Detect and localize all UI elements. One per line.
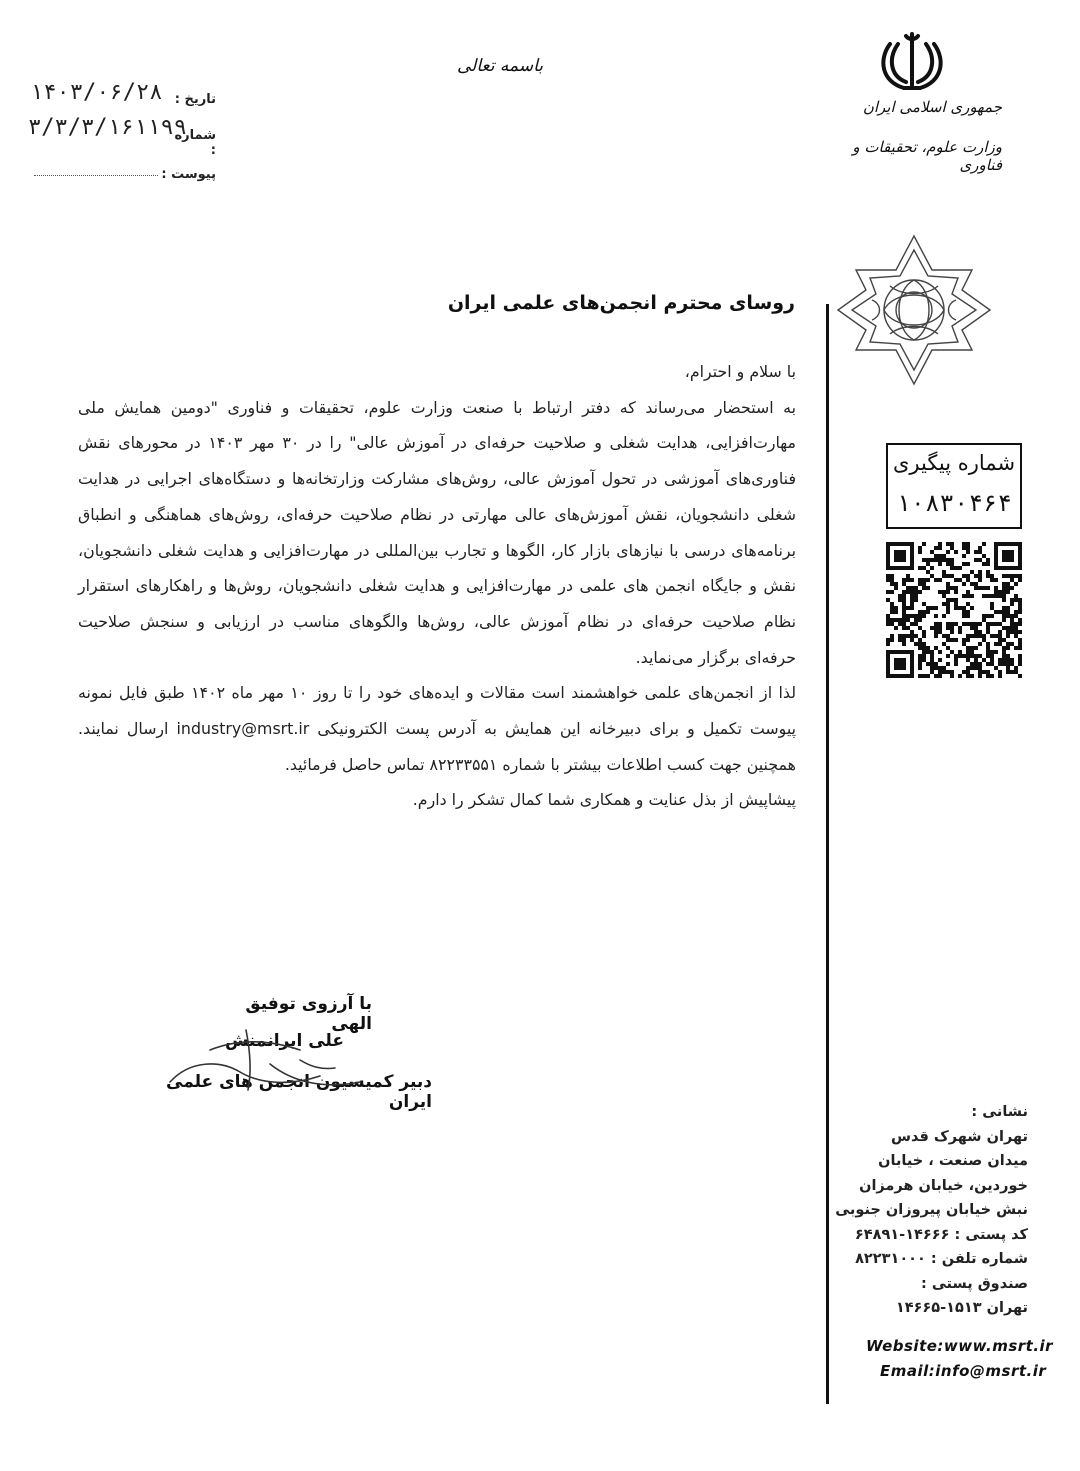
vertical-divider-line bbox=[826, 304, 829, 1404]
tracking-value: ۱۰۸۳۰۴۶۴ bbox=[896, 489, 1012, 517]
government-name: جمهوری اسلامی ایران bbox=[862, 98, 1002, 116]
address-line: میدان صنعت ، خیابان bbox=[878, 1153, 1028, 1169]
tracking-label: شماره پیگیری bbox=[892, 451, 1016, 475]
address-line: کد پستی : ۱۴۶۶۶-۶۴۸۹۱ bbox=[854, 1226, 1028, 1243]
email-link[interactable]: industry@msrt.ir bbox=[176, 719, 310, 739]
number-label: شماره : bbox=[174, 128, 216, 158]
paragraph-2-part-a: لذا از انجمن‌های علمی خواهشمند است مقالات و ایده‌های خود را تا روز ۱۰ مهر ماه ۱۴۰۲ طبق فایل نمونه پیوست تکمیل و برای دبیرخانه این همایش به آدرس پست الکترونیکی bbox=[78, 683, 797, 739]
date-value: ۱۴۰۳/۰۶/۲۸ bbox=[30, 80, 163, 105]
address-line: تهران شهرک قدس bbox=[890, 1128, 1028, 1145]
paragraph-2 bbox=[78, 675, 796, 782]
address-line: نبش خیابان پیروزان جنوبی bbox=[835, 1202, 1028, 1218]
number-value: ۳/۳/۳/۱۶۱۱۹۹ bbox=[28, 115, 187, 140]
address-line: صندوق پستی : bbox=[921, 1275, 1028, 1292]
address-line: تهران ۱۵۱۳-۱۴۶۶۵ bbox=[895, 1300, 1028, 1316]
signer-title: دبیر کمیسیون انجمن های علمی ایران bbox=[166, 1072, 432, 1112]
address-line: شماره تلفن : ۸۲۲۳۱۰۰۰ bbox=[855, 1251, 1028, 1267]
tracking-number-box bbox=[886, 443, 1022, 529]
signer-name: علی ایرانمنش bbox=[224, 1031, 344, 1051]
address-line: خوردین، خیابان هرمزان bbox=[859, 1177, 1028, 1194]
signature-closing: با آرزوی توفیق الهی bbox=[245, 994, 372, 1034]
closing-line: پیشاپیش از بذل عنایت و همکاری شما کمال تشکر را دارم. bbox=[412, 790, 796, 810]
email-contact[interactable]: Email:info@msrt.ir bbox=[880, 1362, 1047, 1380]
attachment-dotted-line bbox=[34, 174, 158, 176]
decorative-ornament-icon bbox=[832, 230, 996, 390]
recipient-heading: روسای محترم انجمن‌های علمی ایران bbox=[447, 292, 795, 314]
paragraph-2-part-b: ارسال نمایند. همچنین جهت کسب اطلاعات بیشتر با شماره ۸۲۲۳۳۵۵۱ تماس حاصل فرمائید. bbox=[78, 719, 796, 774]
website-link[interactable]: Website:www.msrt.ir bbox=[866, 1337, 1054, 1355]
address-line: نشانی : bbox=[971, 1104, 1028, 1120]
ministry-name: وزارت علوم، تحقیقات و فناوری bbox=[852, 138, 1002, 174]
date-label: تاریخ : bbox=[174, 92, 216, 107]
paragraph-1: به استحضار می‌رساند که دفتر ارتباط با صنعت وزارت علوم، تحقیقات و فناوری "دومین همایش ملی مهارت‌افزایی، هدایت شغلی و صلاحیت حرفه‌ای در آموزش عالی" را در ۳۰ مهر ۱۴۰۳ در محورهای نقش فناوری‌های آموزشی در تحول آموزش عالی، روش‌های مشارکت وزارتخانه‌ها و دستگاه‌های اجرایی در هدایت شغلی دانشجویان، نقش آموزش‌های عالی مهارتی در نظام صلاحیت حرفه‌ای، روش‌های هماهنگی و انطباق برنامه‌های درسی با نیازهای بازار کار، الگوها و تجارب بین‌المللی در مهارت‌افزایی و هدایت شغلی دانشجویان، نقش و جایگاه انجمن های علمی در مهارت‌افزایی و هدایت شغلی دانشجویان، روش‌ها و راهکارهای استقرار نظام صلاحیت حرفه‌ای در نظام آموزش عالی، روش‌ها والگوهای مناسب در ارزیابی و سنجش صلاحیت حرفه‌ای برگزار می‌نماید. bbox=[78, 397, 797, 667]
address-block bbox=[835, 1100, 1028, 1321]
greeting: با سلام و احترام، bbox=[684, 362, 796, 381]
attachment-label: پیوست : bbox=[161, 167, 216, 182]
letter-body bbox=[78, 354, 796, 818]
qr-code-icon bbox=[886, 541, 1022, 679]
iran-emblem-icon bbox=[876, 26, 948, 96]
handwritten-signature-icon bbox=[150, 1020, 380, 1100]
basmaleh: باسمه تعالی bbox=[457, 56, 543, 76]
